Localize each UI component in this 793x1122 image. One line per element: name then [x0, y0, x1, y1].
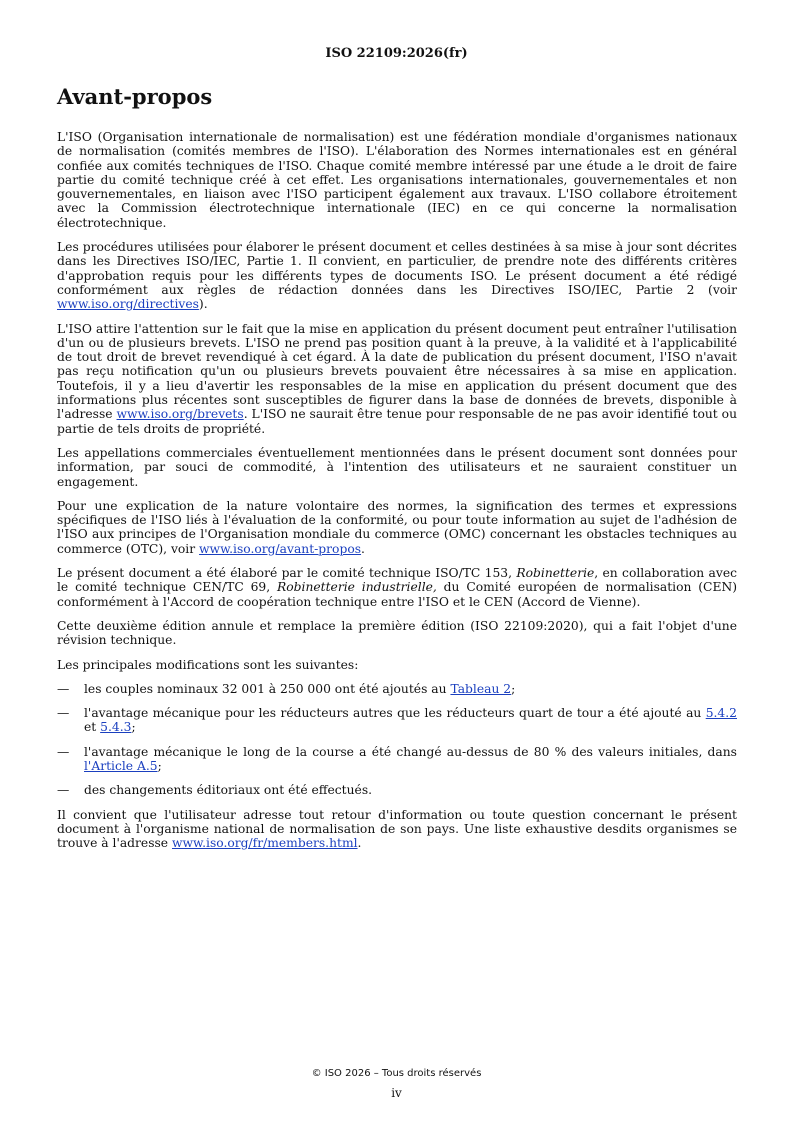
paragraph-feedback-end: . — [357, 836, 362, 851]
paragraph-feedback-text: Il convient que l'utilisateur adresse tout retour d'information ou toute question concernant le présent document à l'organisme national de normalisation de son pays. Une liste exhaustive desdits organismes se trouve à l'adresse — [57, 807, 737, 851]
members-link[interactable]: www.iso.org/fr/members.html — [172, 836, 358, 851]
paragraph-voluntary-text: Pour une explication de la nature volontaire des normes, la signification des termes et expressions spécifiques de l'ISO liés à l'évaluation de la conformité, ou pour toute information au sujet de l'adhésion de l'ISO aux principes de l'Organisation mondiale du commerce (OMC) concernant les obstacles techniques au commerce (OTC), voir — [57, 498, 737, 556]
list-item-text — [84, 745, 737, 774]
paragraph-voluntary-nature — [57, 499, 737, 556]
paragraph-trade-names: Les appellations commerciales éventuellement mentionnées dans le présent document sont données pour information, par souci de commodité, à l'intention des utilisateurs et ne sauraient constituer un engagement. — [57, 445, 737, 489]
section-5-4-3-link[interactable]: 5.4.3 — [100, 720, 132, 735]
list-dash: — — [57, 706, 70, 721]
list-item — [57, 706, 737, 735]
paragraph-patents — [57, 322, 737, 436]
paragraph-iso-intro: L'ISO (Organisation internationale de normalisation) est une fédération mondiale d'organismes nationaux de normalisation (comités membres de l'ISO). L'élaboration des Normes internationales est en général confiée aux comités techniques de l'ISO. Chaque comité membre intéressé par une étude a le droit de faire partie du comité technique créé à cet effet. Les organisations internationales, gouvernementales et non gouvernementales, en liaison avec l'ISO participent également aux travaux. L'ISO collabore étroitement avec la Commission électrotechnique internationale (IEC) en ce qui concerne la normalisation électrotechnique. — [57, 130, 737, 230]
list-item — [57, 783, 737, 797]
list-item — [57, 745, 737, 774]
table-2-link[interactable]: Tableau 2 — [450, 681, 512, 696]
paragraph-feedback — [57, 808, 737, 851]
list-item-2-mid: et — [84, 720, 101, 735]
list-item — [57, 682, 737, 696]
copyright-footer: © ISO 2026 – Tous droits réservés — [311, 1068, 482, 1079]
list-item-text — [84, 682, 737, 696]
page-title: Avant-propos — [57, 84, 213, 109]
list-item-2-end: ; — [131, 720, 136, 735]
paragraph-committee-text-e: du Comité européen de normalisation (CEN) conformément à l'Accord de coopération technique entre l'ISO et le CEN (Accord de Vienne). — [57, 580, 738, 609]
paragraph-committee-text-c: , en collaboration avec le comité technique CEN/TC 69, — [57, 566, 737, 595]
paragraph-committee — [57, 566, 737, 609]
list-item-1-end: ; — [511, 681, 516, 696]
list-item-4-text: des changements éditoriaux ont été effectués. — [84, 783, 373, 798]
document-header: ISO 22109:2026(fr) — [325, 46, 468, 61]
list-item-1-text: les couples nominaux 32 001 à 250 000 ont été ajoutés au — [84, 681, 451, 696]
paragraph-modifications-intro: Les principales modifications sont les suivantes: — [57, 657, 359, 672]
section-5-4-2-link[interactable]: 5.4.2 — [705, 706, 737, 721]
list-item-3-text: l'avantage mécanique le long de la course a été changé au-dessus de 80 % des valeurs initiales, dans — [84, 744, 737, 759]
paragraph-patents-text: L'ISO attire l'attention sur le fait que la mise en application du présent document peut entraîner l'utilisation d'un ou de plusieurs brevets. L'ISO ne prend pas position quant à la preuve, à la validité et à l'applicabilité de tout droit de brevet revendiqué à cet égard. À la date de publication du présent document, l'ISO n'avait pas reçu notification qu'un ou plusieurs brevets pouvaient être nécessaires à sa mise en application. Toutefois, il y a lieu d'avertir les responsables de la mise en application du présent document que des informations plus récentes sont susceptibles de figurer dans la base de données de brevets, disponible à l'adresse — [57, 321, 737, 422]
committee-name-italic: Robinetterie — [516, 566, 595, 581]
cen-committee-name-italic: Robinetterie industrielle, — [277, 580, 437, 595]
paragraph-patents-end: . L'ISO ne saurait être tenue pour responsable de ne pas avoir identifié tout ou partie de tels droits de propriété. — [57, 407, 737, 436]
list-item-2-text: l'avantage mécanique pour les réducteurs autres que les réducteurs quart de tour a été ajouté au — [84, 706, 706, 721]
paragraph-committee-text-a: Le présent document a été élaboré par le comité technique ISO/TC 153, — [57, 566, 517, 581]
list-item-text — [84, 706, 737, 735]
paragraph-procedures-text: Les procédures utilisées pour élaborer le présent document et celles destinées à sa mise à jour sont décrites dans les Directives ISO/IEC, Partie 1. Il convient, en particulier, de prendre note des différents critères d'approbation requis pour les différents types de documents ISO. Le présent document a été rédigé conformément aux règles de rédaction données dans les Directives ISO/IEC, Partie 2 (voir — [57, 240, 737, 297]
paragraph-edition: Cette deuxième édition annule et remplace la première édition (ISO 22109:2020), qui a fait l'objet d'une révision technique. — [57, 618, 737, 648]
list-dash: — — [57, 681, 70, 696]
paragraph-voluntary-end: . — [361, 541, 365, 556]
patents-link[interactable]: www.iso.org/brevets — [116, 407, 244, 422]
page-number: iv — [391, 1086, 402, 1100]
foreword-link[interactable]: www.iso.org/avant-propos — [199, 541, 362, 556]
list-item-3-end: ; — [157, 758, 162, 773]
directives-link[interactable]: www.iso.org/directives — [57, 297, 199, 312]
document-body — [57, 130, 737, 860]
article-a5-link[interactable]: l'Article A.5 — [84, 758, 158, 773]
list-dash: — — [57, 783, 70, 798]
paragraph-procedures — [57, 240, 737, 311]
paragraph-procedures-end: ). — [198, 297, 208, 312]
list-dash: — — [57, 744, 70, 759]
